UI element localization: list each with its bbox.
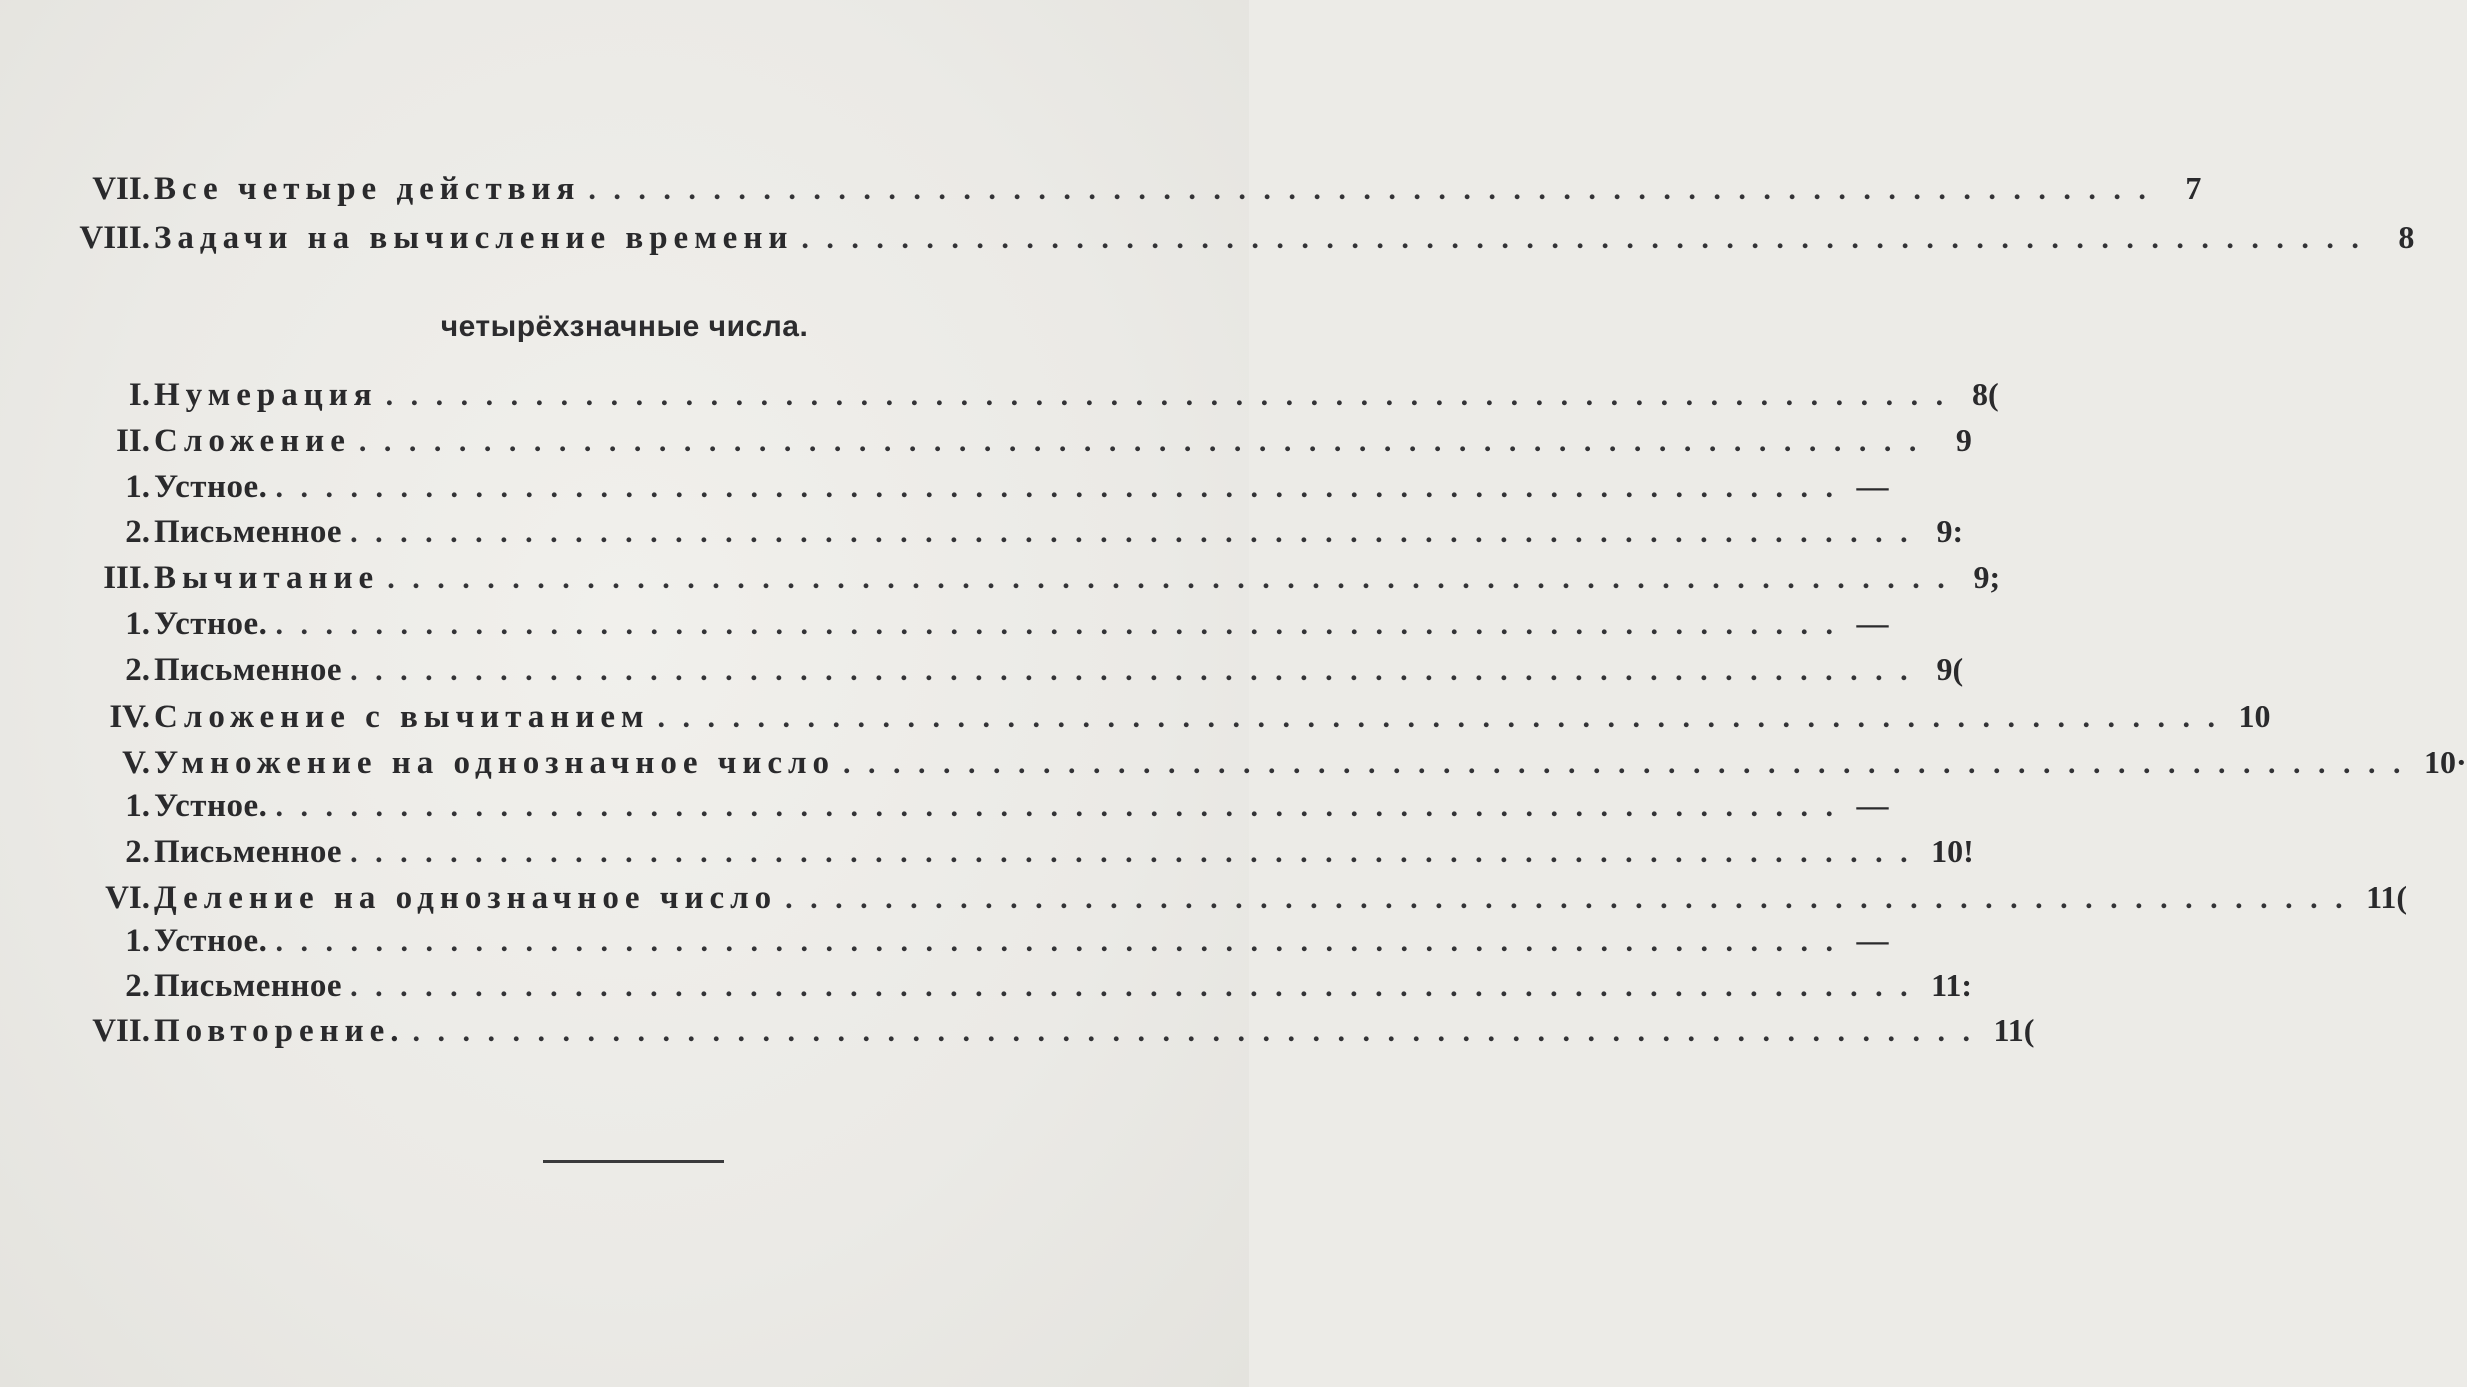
closing-rule bbox=[543, 1160, 724, 1163]
entry-number: I. bbox=[128, 377, 150, 413]
entry-page-number: 10· bbox=[2424, 744, 2467, 780]
entry-number: 1. bbox=[125, 923, 150, 959]
entry-title: Деление на однозначное число bbox=[154, 880, 778, 916]
entry-number: 1. bbox=[125, 606, 150, 642]
toc-entry bbox=[70, 833, 1974, 877]
entry-page-number: 10! bbox=[1931, 833, 1974, 869]
dot-leader: ............................................................... bbox=[350, 836, 1926, 869]
entry-page-number: 9; bbox=[1973, 559, 2001, 595]
dot-leader: ............................................................... bbox=[385, 379, 1961, 412]
entry-title: Письменное bbox=[154, 514, 343, 550]
toc-entry bbox=[70, 468, 1889, 512]
entry-title: Письменное bbox=[154, 968, 343, 1004]
toc-entry bbox=[70, 219, 2415, 263]
dot-leader: ............................................................... bbox=[785, 882, 2361, 915]
entry-title: Письменное bbox=[154, 834, 343, 870]
entry-number: 2. bbox=[125, 652, 150, 688]
dot-leader: ............................................................... bbox=[588, 173, 2164, 206]
dot-leader: ............................................................... bbox=[657, 701, 2233, 734]
entry-title: Сложение с вычитанием bbox=[154, 699, 650, 735]
entry-title: Письменное bbox=[154, 652, 343, 688]
toc-entry bbox=[70, 605, 1889, 649]
entry-title: Умножение на однозначное число bbox=[154, 745, 836, 781]
dot-leader: ............................................................... bbox=[350, 654, 1926, 687]
toc-entry bbox=[70, 744, 2467, 788]
entry-title: Сложение bbox=[154, 423, 351, 459]
toc-entry bbox=[70, 651, 1964, 695]
entry-page-number: 11( bbox=[2366, 879, 2408, 915]
dot-leader: ............................................................... bbox=[412, 1015, 1988, 1048]
toc-entry bbox=[70, 170, 2202, 214]
entry-number: II. bbox=[116, 423, 150, 459]
dot-leader: ............................................................... bbox=[275, 925, 1851, 958]
entry-page-number: 10 bbox=[2238, 698, 2271, 734]
section-heading: четырёхзначные числа. bbox=[440, 310, 809, 343]
toc-entry bbox=[70, 967, 1972, 1011]
entry-page-number: — bbox=[1856, 468, 1889, 504]
entry-page-number: — bbox=[1856, 787, 1889, 823]
entry-page-number: — bbox=[1856, 605, 1889, 641]
dot-leader: ............................................................... bbox=[843, 747, 2419, 780]
dot-leader: ............................................................... bbox=[387, 562, 1963, 595]
entry-number: V. bbox=[122, 745, 150, 781]
dot-leader: ............................................................... bbox=[350, 970, 1926, 1003]
toc-entry bbox=[70, 879, 2408, 923]
toc-entry bbox=[70, 698, 2271, 742]
entry-title: Нумерация bbox=[154, 377, 378, 413]
entry-number: IV. bbox=[109, 699, 150, 735]
dot-leader: ............................................................... bbox=[275, 471, 1851, 504]
entry-page-number: 7 bbox=[2185, 170, 2202, 206]
entry-number: VI. bbox=[105, 880, 150, 916]
entry-number: 1. bbox=[125, 788, 150, 824]
toc-entry bbox=[70, 376, 1999, 420]
toc-entry bbox=[70, 559, 2001, 603]
dot-leader: ............................................................... bbox=[350, 516, 1926, 549]
entry-title: Устное. bbox=[154, 469, 268, 505]
entry-title: Устное. bbox=[154, 923, 268, 959]
entry-number: 1. bbox=[125, 469, 150, 505]
entry-page-number: 11: bbox=[1931, 967, 1972, 1003]
entry-title: Задачи на вычисление времени bbox=[154, 220, 794, 256]
entry-title: Вычитание bbox=[154, 560, 380, 596]
dot-leader: ............................................................... bbox=[358, 425, 1934, 458]
entry-number: VII. bbox=[92, 171, 150, 207]
entry-page-number: 11( bbox=[1993, 1012, 2035, 1048]
entry-number: VIII. bbox=[79, 220, 150, 256]
toc-entry bbox=[70, 1012, 2035, 1056]
entry-title: Повторение. bbox=[154, 1013, 405, 1049]
entry-number: 2. bbox=[125, 834, 150, 870]
entry-page-number: 9: bbox=[1936, 513, 1964, 549]
dot-leader: ............................................................... bbox=[801, 222, 2377, 255]
entry-title: Все четыре действия bbox=[154, 171, 581, 207]
entry-number: III. bbox=[103, 560, 150, 596]
toc-entry bbox=[70, 787, 1889, 831]
entry-title: Устное. bbox=[154, 606, 268, 642]
dot-leader: ............................................................... bbox=[275, 790, 1851, 823]
entry-title: Устное. bbox=[154, 788, 268, 824]
entry-page-number: 9 bbox=[1955, 422, 1972, 458]
dot-leader: ............................................................... bbox=[275, 608, 1851, 641]
toc-entry bbox=[70, 922, 1889, 966]
entry-number: 2. bbox=[125, 968, 150, 1004]
entry-number: 2. bbox=[125, 514, 150, 550]
entry-page-number: 9( bbox=[1936, 651, 1964, 687]
toc-entry bbox=[70, 422, 1972, 466]
entry-page-number: 8 bbox=[2398, 219, 2415, 255]
toc-entry bbox=[70, 513, 1964, 557]
entry-number: VII. bbox=[92, 1013, 150, 1049]
entry-page-number: — bbox=[1856, 922, 1889, 958]
entry-page-number: 8( bbox=[1971, 376, 1999, 412]
